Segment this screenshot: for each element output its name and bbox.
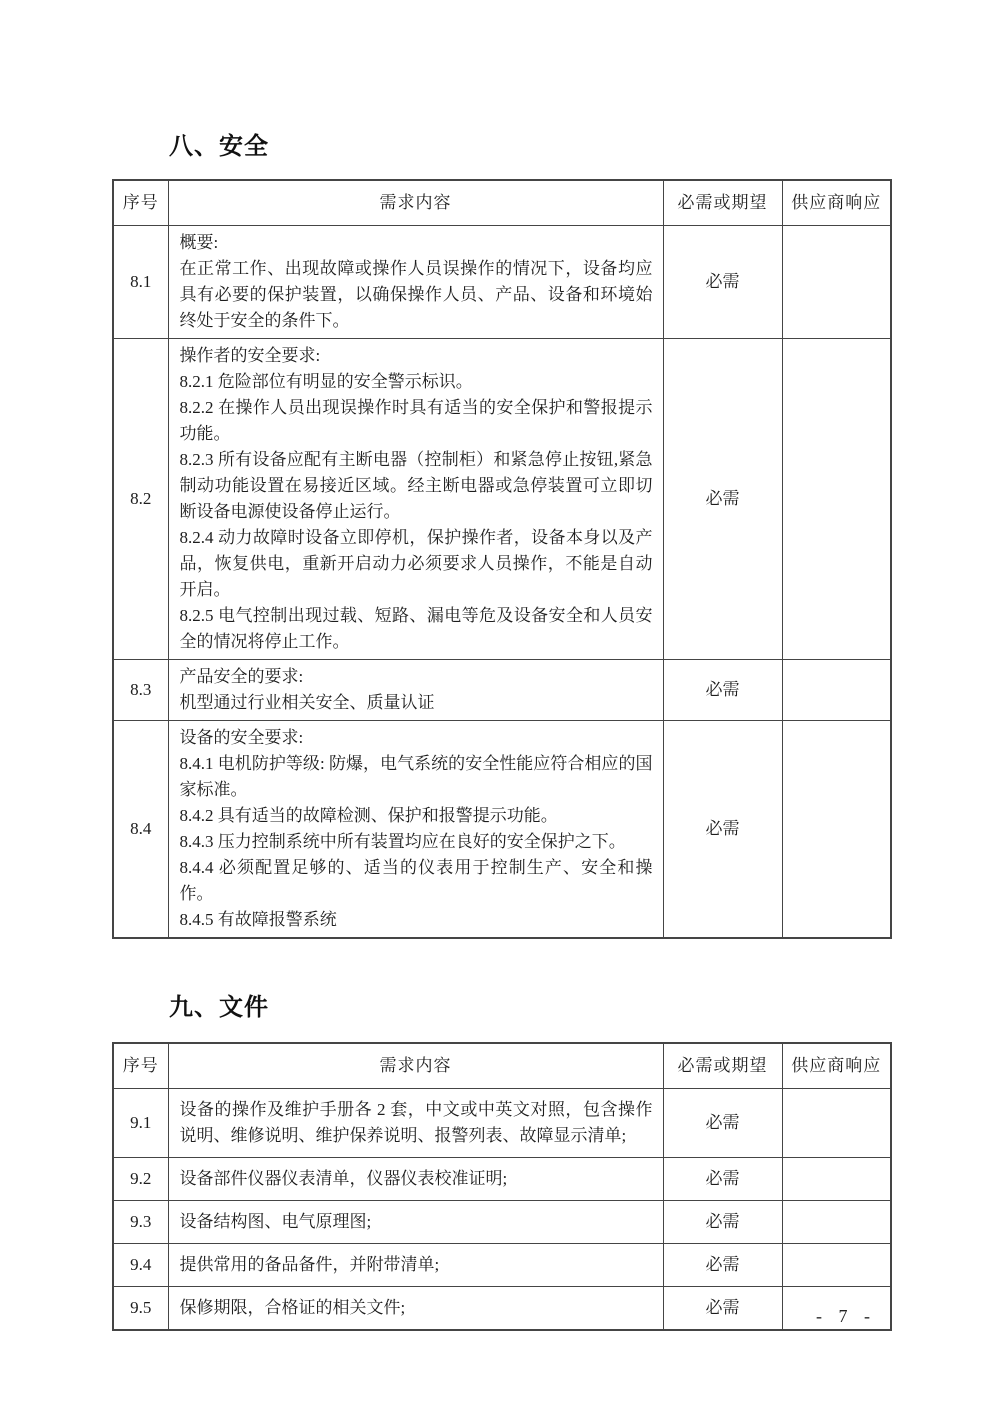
- requirement-paragraph: 8.2.1 危险部位有明显的安全警示标识。: [179, 372, 473, 391]
- requirement-content-cell: [168, 1089, 663, 1158]
- requirement-level-cell: 必需: [663, 1287, 782, 1331]
- requirement-paragraph: 设备结构图、电气原理图;: [179, 1212, 372, 1231]
- requirement-paragraph: 在正常工作、出现故障或操作人员误操作的情况下，设备均应具有必要的保护装置，以确保操作人员、产品、设备和环境始终处于安全的条件下。: [179, 259, 653, 330]
- column-header-requirement: 必需或期望: [663, 1043, 782, 1089]
- table-row: [113, 1089, 891, 1158]
- requirement-content-cell: [168, 1287, 663, 1331]
- requirement-content-cell: [168, 1244, 663, 1287]
- requirement-level-cell: 必需: [663, 721, 782, 939]
- table-header-row: [113, 180, 891, 226]
- requirement-level-cell: 必需: [663, 339, 782, 660]
- requirement-paragraph: 8.4.2 具有适当的故障检测、保护和报警提示功能。: [179, 806, 558, 825]
- table-row: [113, 1244, 891, 1287]
- requirement-content-cell: [168, 660, 663, 721]
- requirement-paragraph: 保修期限，合格证的相关文件;: [179, 1298, 406, 1317]
- safety-requirements-table: [112, 179, 892, 939]
- requirement-paragraph: 设备部件仪器仪表清单，仪器仪表校准证明;: [179, 1169, 508, 1188]
- table-row: [113, 721, 891, 939]
- supplier-response-cell: [782, 226, 891, 339]
- row-id-cell: 8.3: [113, 660, 168, 721]
- requirement-content-cell: [168, 1201, 663, 1244]
- requirement-paragraph: 8.2.2 在操作人员出现误操作时具有适当的安全保护和警报提示功能。: [179, 398, 653, 443]
- supplier-response-cell: [782, 1158, 891, 1201]
- row-id-cell: 8.1: [113, 226, 168, 339]
- requirement-paragraph: 8.2.3 所有设备应配有主断电器（控制柜）和紧急停止按钮,紧急制动功能设置在易接近区域。经主断电器或急停装置可立即切断设备电源使设备停止运行。: [179, 450, 653, 521]
- requirement-level-cell: 必需: [663, 1158, 782, 1201]
- requirement-paragraph: 8.4.5 有故障报警系统: [179, 910, 337, 929]
- requirement-paragraph: 8.4.4 必须配置足够的、适当的仪表用于控制生产、安全和操作。: [179, 858, 653, 903]
- table-row: [113, 1287, 891, 1331]
- requirement-level-cell: 必需: [663, 1201, 782, 1244]
- page-content: [112, 0, 890, 1331]
- requirement-paragraph: 设备的安全要求:: [179, 728, 304, 747]
- column-header-content: 需求内容: [168, 180, 663, 226]
- requirement-content-cell: [168, 226, 663, 339]
- row-id-cell: 8.4: [113, 721, 168, 939]
- requirement-paragraph: 提供常用的备品备件，并附带清单;: [179, 1255, 440, 1274]
- supplier-response-cell: [782, 1244, 891, 1287]
- requirement-paragraph: 8.4.1 电机防护等级: 防爆，电气系统的安全性能应符合相应的国家标准。: [179, 754, 653, 799]
- supplier-response-cell: [782, 339, 891, 660]
- supplier-response-cell: [782, 660, 891, 721]
- requirement-level-cell: 必需: [663, 226, 782, 339]
- supplier-response-cell: [782, 721, 891, 939]
- supplier-response-cell: [782, 1089, 891, 1158]
- requirement-paragraph: 概要:: [179, 233, 219, 252]
- column-header-response: 供应商响应: [782, 180, 891, 226]
- requirement-level-cell: 必需: [663, 1244, 782, 1287]
- row-id-cell: 9.5: [113, 1287, 168, 1331]
- row-id-cell: 9.1: [113, 1089, 168, 1158]
- section-title-safety: 八、安全: [169, 133, 269, 160]
- documents-requirements-table: [112, 1042, 892, 1331]
- page-number: - 7 -: [816, 1306, 876, 1326]
- requirement-paragraph: 8.2.4 动力故障时设备立即停机，保护操作者，设备本身以及产品，恢复供电，重新开启动力必须要求人员操作，不能是自动开启。: [179, 528, 653, 599]
- row-id-cell: 8.2: [113, 339, 168, 660]
- table-row: [113, 1158, 891, 1201]
- column-header-content: 需求内容: [168, 1043, 663, 1089]
- requirement-paragraph: 机型通过行业相关安全、质量认证: [179, 693, 435, 712]
- requirement-content-cell: [168, 1158, 663, 1201]
- table-row: [113, 226, 891, 339]
- table-header-row: [113, 1043, 891, 1089]
- row-id-cell: 9.4: [113, 1244, 168, 1287]
- requirement-paragraph: 产品安全的要求:: [179, 667, 304, 686]
- requirement-level-cell: 必需: [663, 1089, 782, 1158]
- requirement-content-cell: [168, 721, 663, 939]
- table-row: [113, 1201, 891, 1244]
- supplier-response-cell: [782, 1201, 891, 1244]
- column-header-response: 供应商响应: [782, 1043, 891, 1089]
- column-header-id: 序号: [113, 1043, 168, 1089]
- row-id-cell: 9.2: [113, 1158, 168, 1201]
- requirement-paragraph: 设备的操作及维护手册各 2 套，中文或中英文对照，包含操作说明、维修说明、维护保养说明、报警列表、故障显示清单;: [179, 1100, 653, 1145]
- section-title-documents: 九、文件: [169, 994, 269, 1021]
- requirement-paragraph: 操作者的安全要求:: [179, 346, 321, 365]
- requirement-content-cell: [168, 339, 663, 660]
- column-header-requirement: 必需或期望: [663, 180, 782, 226]
- column-header-id: 序号: [113, 180, 168, 226]
- requirement-paragraph: 8.2.5 电气控制出现过载、短路、漏电等危及设备安全和人员安全的情况将停止工作。: [179, 606, 653, 651]
- requirement-paragraph: 8.4.3 压力控制系统中所有装置均应在良好的安全保护之下。: [179, 832, 626, 851]
- table-row: [113, 339, 891, 660]
- row-id-cell: 9.3: [113, 1201, 168, 1244]
- table-row: [113, 660, 891, 721]
- requirement-level-cell: 必需: [663, 660, 782, 721]
